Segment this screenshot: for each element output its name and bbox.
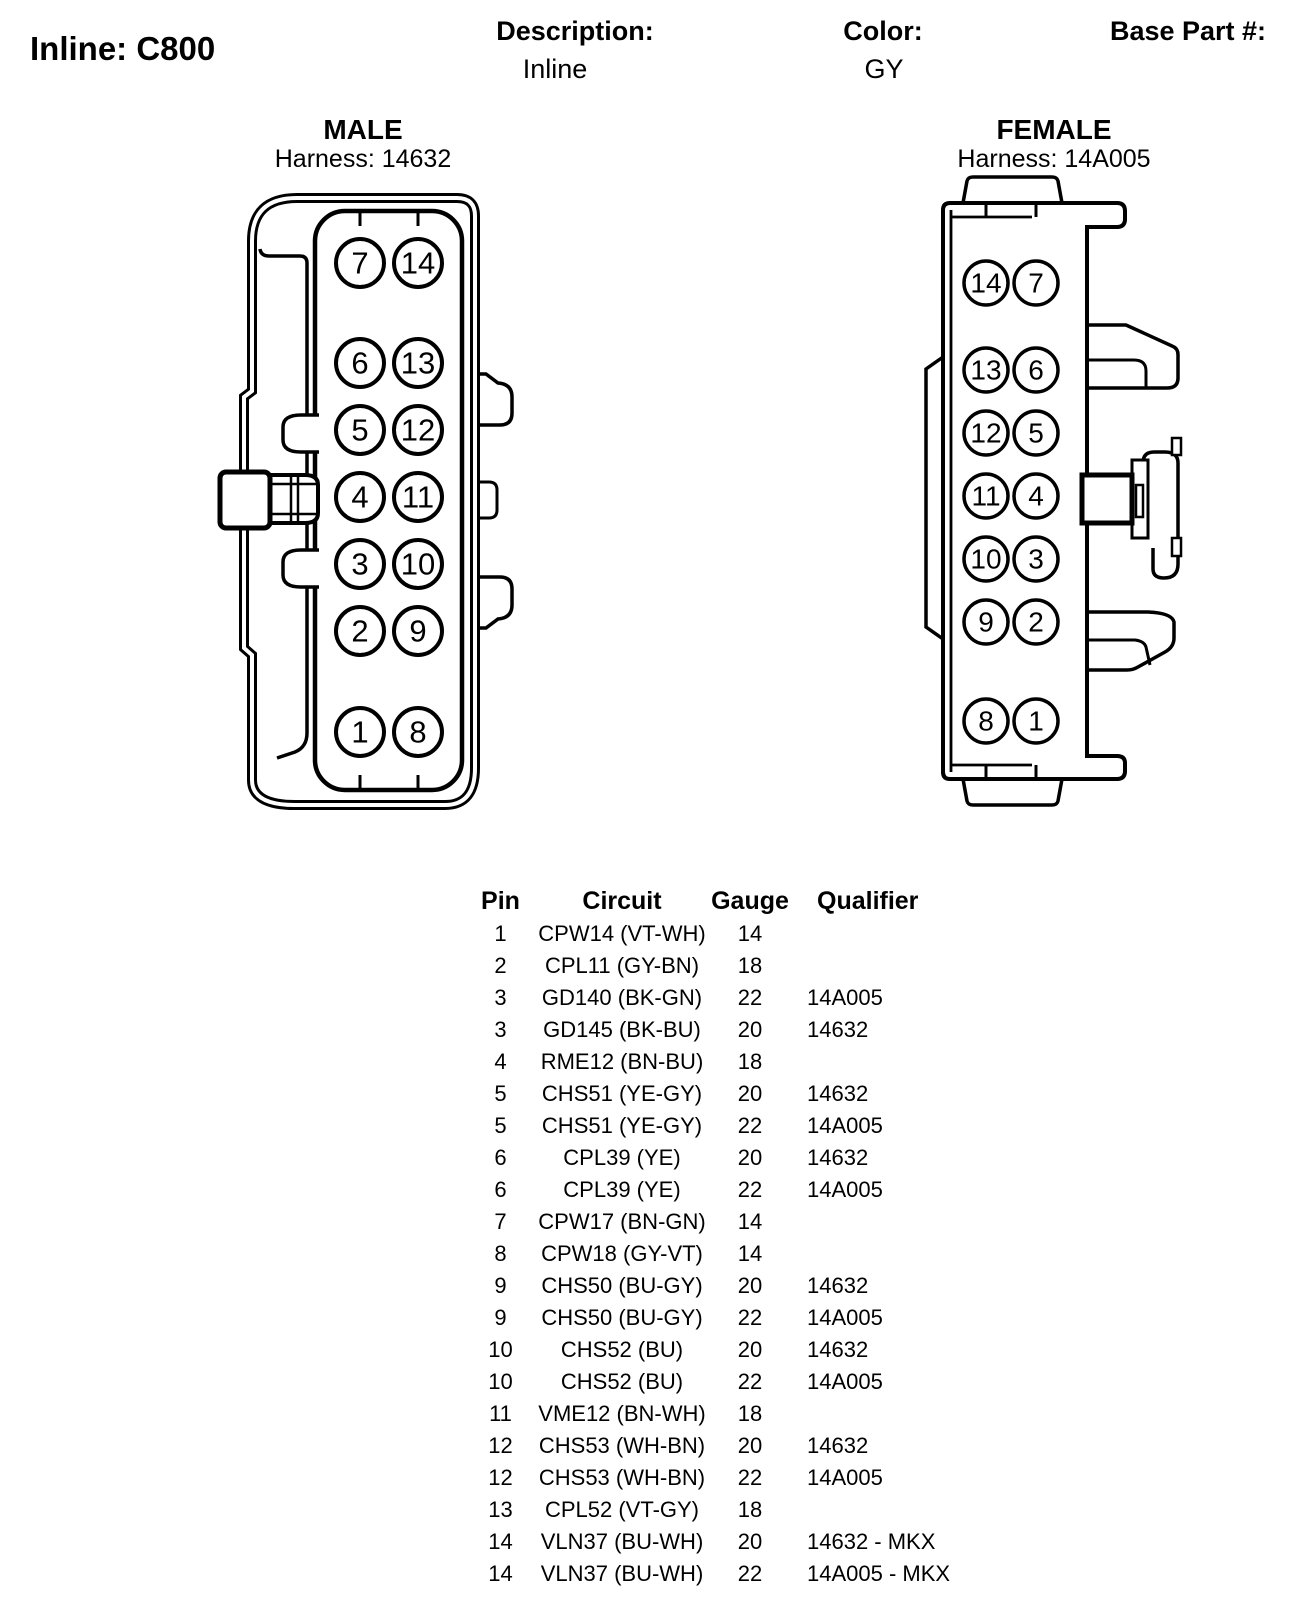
table-cell-circuit: CHS53 (WH-BN) [538, 1465, 706, 1490]
table-cell-qual: 14632 [807, 1273, 869, 1298]
pin-number: 11 [971, 480, 1001, 512]
table-row [464, 1206, 993, 1238]
female-latch-rail-inner [1136, 485, 1143, 517]
table-row [464, 1494, 993, 1526]
table-cell-qual: 14632 [807, 1081, 869, 1106]
pin-table-header-pin: Pin [481, 886, 520, 915]
table-cell-pin: 4 [494, 1049, 507, 1074]
pin-number: 13 [970, 354, 1002, 386]
pin-number: 5 [351, 412, 369, 448]
table-cell-pin: 1 [494, 921, 507, 946]
table-cell-circuit: CHS52 (BU) [560, 1369, 684, 1394]
table-cell-circuit: CPW14 (VT-WH) [538, 921, 706, 946]
pin-table-header-circuit: Circuit [582, 886, 662, 915]
female-connector-label: FEMALE [996, 114, 1112, 145]
description-label: Description: [496, 16, 654, 46]
male-connector-label: MALE [323, 114, 403, 145]
pin-number: 9 [978, 606, 994, 638]
table-cell-circuit: CPL39 (YE) [563, 1177, 681, 1202]
table-cell-pin: 11 [489, 1401, 512, 1426]
table-cell-pin: 10 [488, 1337, 513, 1362]
table-cell-gauge: 18 [737, 1401, 763, 1426]
female-latch-notch-lower [1172, 538, 1181, 556]
table-cell-circuit: CHS51 (YE-GY) [541, 1113, 703, 1138]
table-cell-gauge: 20 [737, 1081, 763, 1106]
table-row [464, 1110, 993, 1142]
pin-table-header-gauge: Gauge [711, 886, 789, 915]
description-value: Inline [522, 54, 588, 84]
pin-number: 13 [400, 345, 436, 381]
female-latch-block [1082, 475, 1132, 523]
table-cell-qual: 14632 [807, 1337, 869, 1362]
table-cell-gauge: 22 [737, 985, 763, 1010]
color-value: GY [864, 54, 904, 84]
table-cell-qual: 14A005 [807, 1465, 883, 1490]
table-cell-qual: 14A005 [807, 1113, 883, 1138]
table-cell-qual: 14A005 [807, 1305, 883, 1330]
table-cell-pin: 14 [488, 1561, 513, 1586]
female-harness-label: Harness: 14A005 [957, 145, 1151, 173]
table-row [464, 1078, 993, 1110]
table-cell-pin: 3 [494, 985, 507, 1010]
table-row [464, 1046, 993, 1078]
table-cell-qual: 14632 - MKX [807, 1529, 936, 1554]
female-bottom-tab [963, 779, 1062, 805]
male-side-tab-top [477, 374, 512, 425]
table-cell-gauge: 18 [737, 1049, 763, 1074]
table-row [464, 1270, 993, 1302]
pin-number: 14 [400, 245, 436, 281]
table-cell-gauge: 18 [737, 1497, 763, 1522]
base-part-label: Base Part #: [1109, 16, 1267, 46]
table-cell-pin: 9 [494, 1273, 507, 1298]
pin-number: 12 [970, 417, 1002, 449]
table-cell-gauge: 22 [737, 1369, 763, 1394]
male-latch-barrel [270, 475, 318, 523]
table-cell-pin: 12 [488, 1465, 513, 1490]
table-cell-circuit: VLN37 (BU-WH) [540, 1529, 704, 1554]
table-cell-gauge: 20 [737, 1433, 763, 1458]
table-cell-circuit: CHS52 (BU) [560, 1337, 684, 1362]
table-row [464, 950, 993, 982]
table-row [464, 982, 993, 1014]
pin-number: 8 [409, 714, 427, 750]
table-cell-gauge: 20 [737, 1529, 763, 1554]
table-cell-pin: 2 [494, 953, 507, 978]
table-cell-circuit: GD140 (BK-GN) [541, 985, 703, 1010]
pin-number: 1 [351, 714, 369, 750]
table-cell-circuit: RME12 (BN-BU) [540, 1049, 704, 1074]
pin-table [464, 884, 993, 1590]
table-cell-circuit: CPL52 (VT-GY) [544, 1497, 700, 1522]
table-cell-pin: 7 [494, 1209, 507, 1234]
table-row [464, 1142, 993, 1174]
male-harness-label: Harness: 14632 [274, 145, 452, 173]
table-cell-gauge: 20 [737, 1337, 763, 1362]
table-cell-circuit: CPW17 (BN-GN) [538, 1209, 706, 1234]
female-upper-wing [1087, 325, 1178, 388]
pin-number: 9 [409, 613, 427, 649]
table-cell-pin: 3 [494, 1017, 507, 1042]
female-upper-wing-innerline [1087, 360, 1146, 388]
pin-number: 10 [970, 543, 1002, 575]
table-cell-qual: 14A005 [807, 985, 883, 1010]
table-cell-gauge: 22 [737, 1113, 763, 1138]
table-row [464, 1302, 993, 1334]
table-row [464, 1398, 993, 1430]
female-left-strip [926, 357, 943, 639]
table-cell-pin: 6 [494, 1177, 507, 1202]
table-cell-gauge: 14 [737, 1209, 763, 1234]
table-row [464, 1174, 993, 1206]
table-cell-pin: 12 [488, 1433, 513, 1458]
female-latch-notch-upper [1172, 438, 1181, 455]
table-row [464, 1334, 993, 1366]
pin-number: 3 [1028, 543, 1044, 575]
table-cell-pin: 8 [494, 1241, 507, 1266]
table-cell-pin: 14 [488, 1529, 513, 1554]
color-label: Color: [843, 16, 923, 46]
table-cell-qual: 14A005 [807, 1177, 883, 1202]
table-cell-circuit: CHS50 (BU-GY) [541, 1273, 703, 1298]
table-cell-gauge: 20 [737, 1273, 763, 1298]
female-lower-wing-innerline [1087, 640, 1150, 665]
pin-number: 1 [1028, 705, 1044, 737]
table-cell-pin: 6 [494, 1145, 507, 1170]
male-housing-notch-lower [283, 550, 319, 587]
table-cell-qual: 14A005 - MKX [807, 1561, 951, 1586]
pin-number: 11 [401, 479, 435, 515]
pin-number: 4 [1028, 480, 1044, 512]
pin-number: 8 [978, 705, 994, 737]
pin-number: 6 [351, 345, 369, 381]
pin-number: 4 [351, 479, 369, 515]
table-cell-gauge: 14 [737, 921, 763, 946]
table-cell-circuit: CHS53 (WH-BN) [538, 1433, 706, 1458]
pin-number: 2 [1028, 606, 1044, 638]
table-row [464, 1430, 993, 1462]
table-row [464, 918, 993, 950]
pin-number: 10 [400, 546, 436, 582]
pin-number: 7 [351, 245, 369, 281]
table-cell-gauge: 22 [737, 1561, 763, 1586]
table-cell-circuit: CHS50 (BU-GY) [541, 1305, 703, 1330]
pin-table-header-qualifier: Qualifier [817, 886, 919, 915]
pin-table-body [464, 918, 993, 1590]
table-cell-circuit: CPW18 (GY-VT) [541, 1241, 703, 1266]
table-row [464, 1526, 993, 1558]
table-row [464, 1558, 993, 1590]
table-cell-circuit: GD145 (BK-BU) [543, 1017, 701, 1042]
pin-number: 3 [351, 546, 369, 582]
table-cell-gauge: 18 [737, 953, 763, 978]
table-cell-qual: 14A005 [807, 1369, 883, 1394]
male-side-tab-bottom [477, 577, 512, 628]
table-cell-pin: 5 [494, 1113, 507, 1138]
female-top-tab [963, 177, 1062, 203]
male-connector-diagram [205, 185, 515, 815]
pin-number: 12 [400, 412, 436, 448]
pin-number: 7 [1028, 267, 1044, 299]
pin-number: 14 [970, 267, 1002, 299]
table-row [464, 1014, 993, 1046]
table-cell-qual: 14632 [807, 1433, 869, 1458]
table-cell-pin: 10 [488, 1369, 513, 1394]
table-cell-gauge: 14 [737, 1241, 763, 1266]
table-cell-circuit: CPL11 (GY-BN) [544, 953, 700, 978]
female-connector-diagram [895, 170, 1195, 820]
table-cell-qual: 14632 [807, 1145, 869, 1170]
table-cell-pin: 13 [488, 1497, 513, 1522]
table-row [464, 1238, 993, 1270]
table-cell-gauge: 22 [737, 1305, 763, 1330]
table-cell-circuit: CPL39 (YE) [563, 1145, 681, 1170]
table-cell-pin: 9 [494, 1305, 507, 1330]
pin-table-header [464, 884, 993, 918]
table-row [464, 1462, 993, 1494]
table-cell-gauge: 20 [737, 1017, 763, 1042]
table-cell-circuit: VLN37 (BU-WH) [540, 1561, 704, 1586]
male-housing-notch-upper [283, 415, 319, 452]
pin-number: 2 [351, 613, 369, 649]
table-cell-gauge: 22 [737, 1465, 763, 1490]
pin-number: 6 [1028, 354, 1044, 386]
table-cell-pin: 5 [494, 1081, 507, 1106]
table-cell-circuit: VME12 (BN-WH) [538, 1401, 706, 1426]
table-cell-circuit: CHS51 (YE-GY) [541, 1081, 703, 1106]
table-row [464, 1366, 993, 1398]
table-cell-gauge: 20 [737, 1145, 763, 1170]
table-cell-gauge: 22 [737, 1177, 763, 1202]
table-cell-qual: 14632 [807, 1017, 869, 1042]
male-latch-block [220, 472, 270, 528]
pin-number: 5 [1028, 417, 1044, 449]
page-title: Inline: C800 [30, 30, 216, 67]
